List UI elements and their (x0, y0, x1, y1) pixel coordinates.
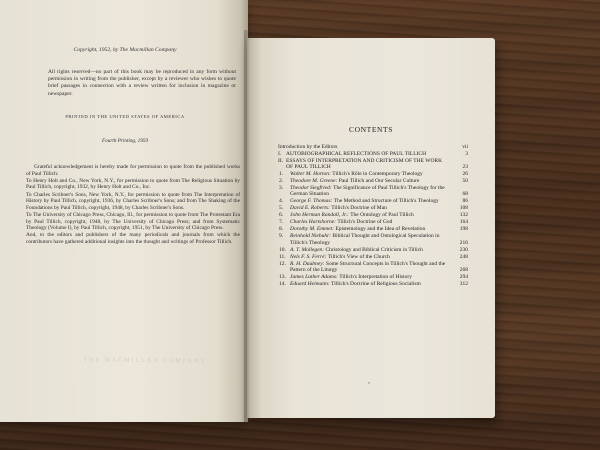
toc-entry-number: 4. (279, 198, 284, 205)
toc-entry-title: Paul Tillich and Our Secular Culture (338, 178, 420, 185)
toc-entry-title: Tillich's Doctrine of Man (331, 205, 387, 212)
toc-entry-number: 7. (279, 219, 284, 226)
ack-paragraph: Grateful acknowledgement is hereby made for permission to quote from the published works of Paul Tillich: (26, 164, 240, 177)
toc-entry-author: R. H. Daubney: (290, 260, 326, 267)
toc-entry-page: 216 (459, 239, 468, 246)
toc-entry-page: 3 (465, 151, 468, 157)
toc-entry-number: 14. (279, 280, 286, 287)
toc-entry-number: I. (278, 151, 282, 157)
toc-entry-page: 23 (462, 164, 468, 171)
toc-entry (278, 280, 468, 287)
toc-entry (278, 219, 468, 226)
toc-entry-number: 9. (279, 233, 284, 240)
toc-entry (278, 260, 468, 273)
toc-entry-page: 132 (459, 212, 468, 219)
toc-entry-title: AUTOBIOGRAPHICAL REFLECTIONS OF PAUL TILLICH (286, 151, 427, 157)
toc-entry-author: Walter M. Horton: (290, 171, 333, 178)
toc-entry-title: Introduction by the Editors (278, 144, 338, 150)
table-of-contents (278, 144, 468, 288)
toc-entry-title: The Significance of Paul Tillich's Theology for the German Situation (290, 185, 445, 198)
copyright-notice: Copyright, 1952, by The Macmillan Company (73, 47, 177, 53)
toc-entry (278, 233, 468, 246)
toc-entry-page: 248 (459, 253, 468, 260)
toc-entry-title: Tillich's Interpretation of History (339, 273, 412, 280)
show-through-text: THE MACMILLAN COMPANY (83, 357, 207, 365)
toc-entry-page: 50 (462, 178, 468, 185)
toc-entry (278, 205, 468, 212)
toc-entry-page: vii (462, 144, 468, 150)
toc-entry (278, 253, 468, 260)
toc-entry-page: 68 (462, 191, 468, 198)
toc-entry-author: Eduard Heimann: (290, 280, 332, 287)
toc-entry-number: 11. (279, 253, 286, 260)
toc-entry-title: The Method and Structure of Tillich's Theology (333, 198, 439, 205)
ack-paragraph: To Charles Scribner's Sons, New York, N.Y., for permission to quote from The Interpretation of History by Paul Tillich, copyright, 1936, by Charles Scribner's Sons; and from The Shaking of the Foundations by Paul Tillich, copyright, 1948, by Charles Scribner's Sons. (26, 191, 240, 211)
toc-entry-page: 198 (459, 226, 468, 233)
toc-entry (278, 151, 468, 157)
toc-entry-author: John Herman Randall, Jr.: (290, 212, 351, 219)
toc-entry-number: II. (278, 158, 284, 164)
toc-entry-page: 230 (459, 246, 468, 253)
toc-entry-title: Some Structural Concepts in Tillich's Thought and the Pattern of the Liturgy (290, 260, 446, 273)
toc-entry-page: 312 (459, 280, 468, 287)
acknowledgements (26, 164, 240, 246)
toc-entry (278, 158, 468, 171)
toc-entry (278, 178, 468, 185)
toc-entry-number: 5. (279, 205, 284, 212)
printed-in-notice: PRINTED IN THE UNITED STATES OF AMERICA (65, 114, 185, 119)
toc-entry-page: 164 (459, 219, 468, 226)
toc-entry-number: 10. (279, 246, 286, 253)
rights-statement: All rights reserved—no part of this book may be reproduced in any form without permission in writing from the publisher, except by a reviewer who wishes to quote brief passages in connection with a review written for inclusion in magazine or newspaper. (48, 69, 236, 97)
toc-entry-page: 294 (459, 273, 468, 280)
toc-entry-number: 3. (279, 185, 284, 192)
printing-notice: Fourth Printing, 1959 (102, 138, 148, 144)
toc-entry-page: 86 (462, 198, 468, 205)
toc-entry (278, 226, 468, 233)
toc-entry-author: George F. Thomas: (290, 198, 334, 205)
toc-entry-page: 268 (459, 266, 468, 273)
page-footer-mark: v (368, 380, 370, 385)
toc-entry-author: Theodore M. Greene: (290, 178, 339, 185)
toc-entry-title: Tillich's Doctrine of Religious Socialism (331, 280, 421, 287)
toc-entry-page: 108 (459, 205, 468, 212)
toc-entry-author: Charles Hartshorne: (290, 219, 338, 226)
toc-entry-title: Biblical Thought and Ontological Speculation in Tillich's Theology (290, 233, 440, 246)
toc-entry-number: 2. (279, 178, 284, 185)
toc-entry-number: 1. (279, 171, 284, 178)
toc-entry-page: 26 (462, 171, 468, 178)
toc-entry-author: James Luther Adams: (290, 273, 340, 280)
toc-entry-number: 12. (279, 260, 286, 267)
toc-entry-number: 13. (279, 273, 286, 280)
toc-entry-title: Epistemology and the Idea of Revelation (335, 226, 426, 233)
toc-entry-title: The Ontology of Paul Tillich (350, 212, 414, 219)
toc-entry (278, 144, 468, 150)
toc-entry (278, 198, 468, 205)
toc-entry (278, 212, 468, 219)
toc-entry-title: Tillich's Doctrine of God (337, 219, 393, 226)
toc-entry-author: David E. Roberts: (290, 205, 332, 212)
toc-entry (278, 171, 468, 178)
toc-entry-title: Tillich's Rôle in Contemporary Theology (332, 171, 423, 178)
toc-entry-title: Tillich's View of the Church (327, 253, 390, 260)
toc-entry-author: Dorothy M. Emmet: (290, 226, 336, 233)
toc-entry-author: Reinhold Niebuhr: (290, 233, 333, 240)
toc-entry (278, 246, 468, 253)
ack-paragraph: To Henry Holt and Co., New York, N.Y., for permission to quote from The Religious Situation by Paul Tillich, copyright, 1932, by Henry Holt and Co., Inc. (26, 177, 240, 191)
toc-entry (278, 273, 468, 280)
toc-entry-author: Theodor Siegfried: (290, 185, 334, 192)
toc-entry-title: ESSAYS OF INTERPRETATION AND CRITICISM OF THE WORK OF PAUL TILLICH (286, 158, 443, 171)
toc-entry-number: 8. (279, 226, 284, 233)
toc-entry-author: A. T. Mollegen: (290, 246, 326, 253)
ack-paragraph: And, to the editors and publishers of the many periodicals and journals from which the contributors have gathered additional insights into the thought and writings of Professor Tillich. (26, 232, 240, 245)
toc-entry-title: Christology and Biblical Criticism in Tillich (325, 246, 423, 253)
toc-entry (278, 185, 468, 198)
toc-entry-author: Nels F. S. Ferré: (290, 253, 328, 260)
contents-heading: CONTENTS (349, 125, 393, 134)
ack-paragraph: To The University of Chicago Press, Chicago, Ill., for permission to quote from The Protestant Era by Paul Tillich, copyright, 1948, by The University of Chicago Press; and from Systematic Theology (Volume I), by Paul Tillich, copyright, 1951, by The University of Chicago Press. (26, 211, 240, 232)
toc-entry-number: 6. (279, 212, 284, 219)
